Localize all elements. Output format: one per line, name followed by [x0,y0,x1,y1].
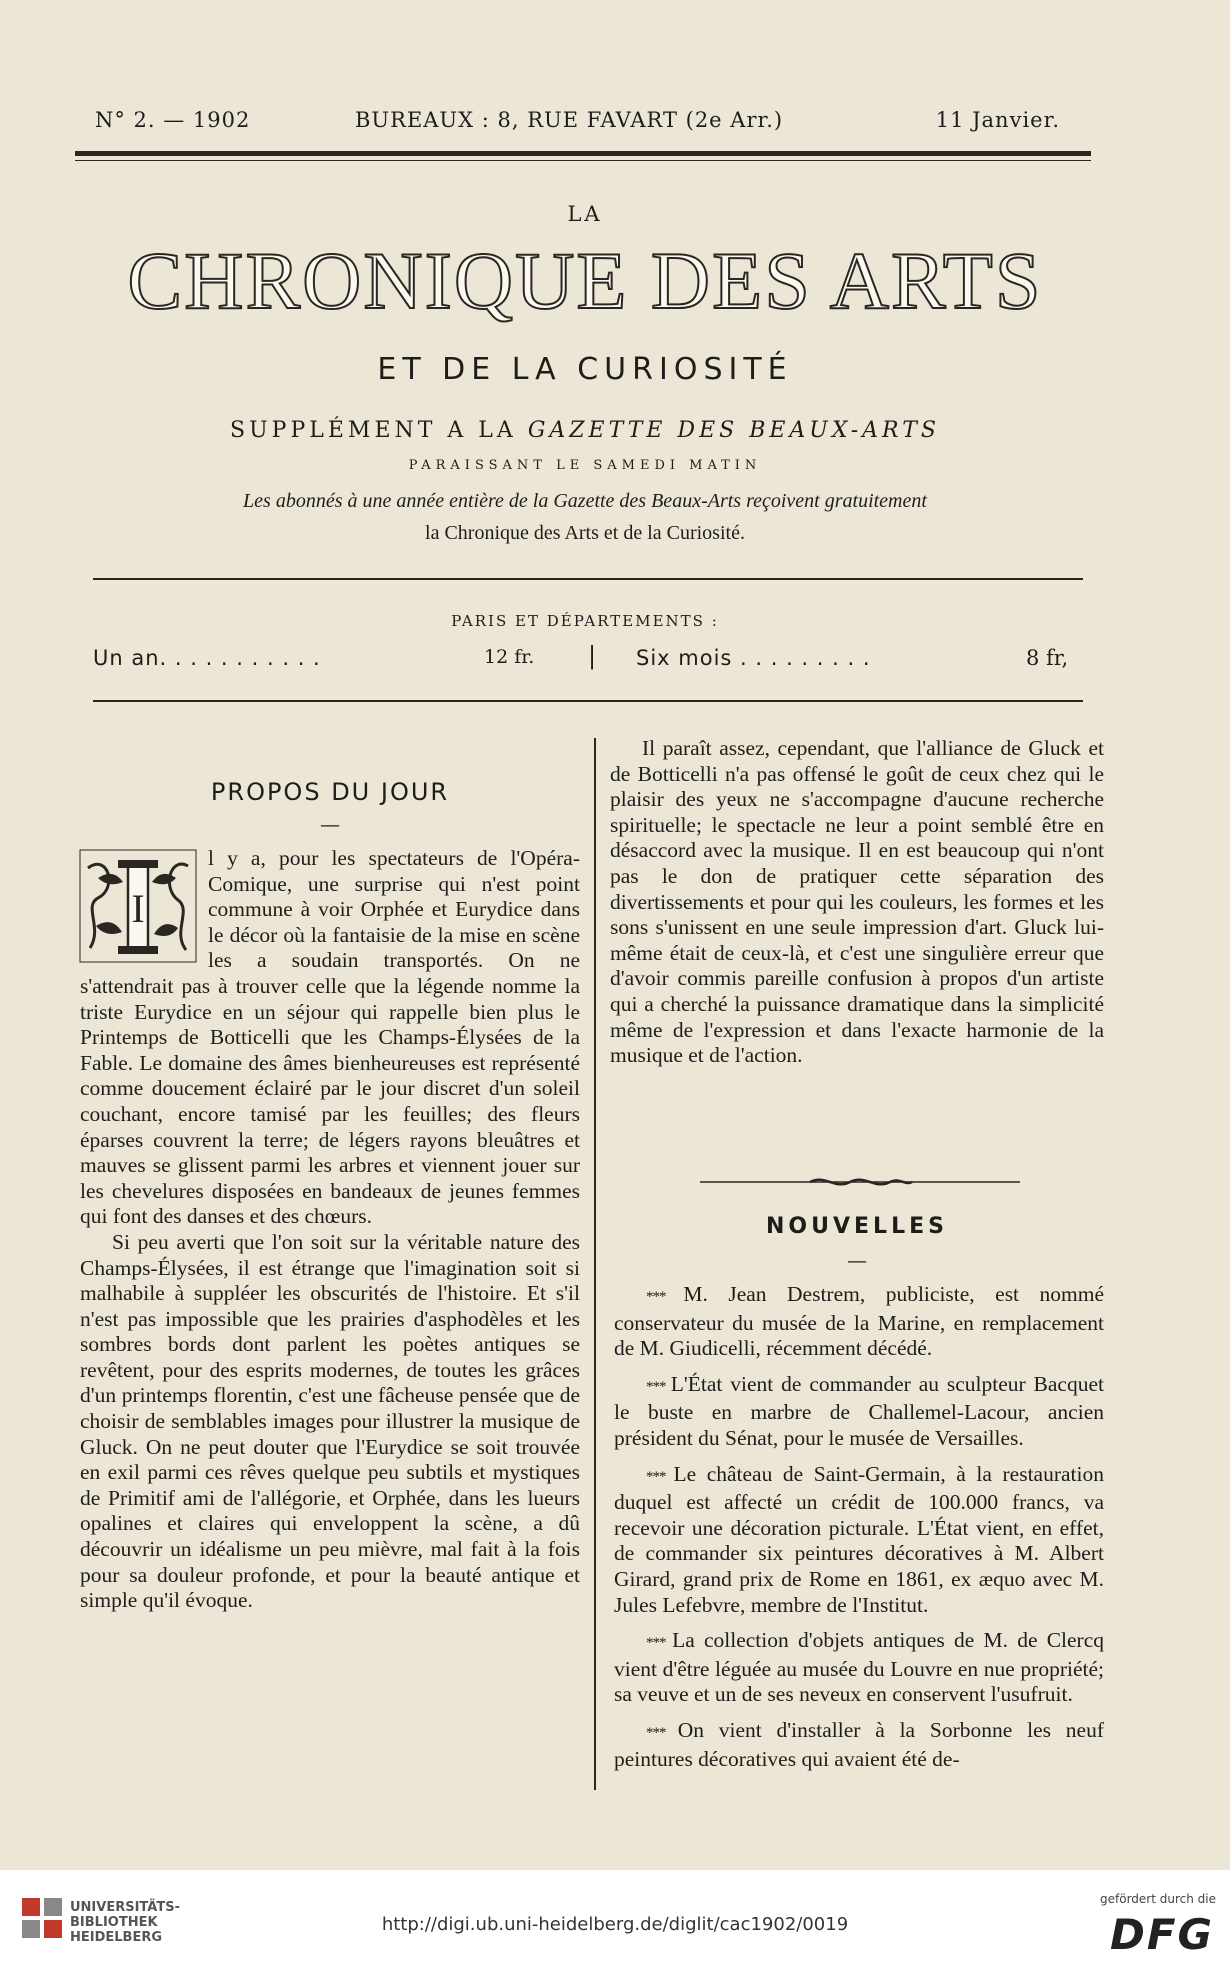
propos-paragraph-2: Si peu averti que l'on soit sur la véritable nature des Champs-Élysées, il est étrange que l'imagination soit si malhabile à suppléer les obscurités de l'histoire. Et s'il n'est pas impossible que les prairies d'asphodèles et les sombres bords dont parlent les poètes antiques se revêtent, pour des esprits modernes, de toutes les grâces d'un printemps florentin, c'est une fâcheuse pensée que de choisir de semblables images pour illustrer la musique de Gluck. On ne peut douter que l'Eurydice se soit trouvée en exil parmi ces rêves quelque peu subtils et mystiques de Primitif ami de l'allégorie, et Orphée, dans les lueurs opalines et claires qui enveloppent la scène, a dû découvrir un idéalisme un peu mièvre, mal fait à la fois pour sa douleur profonde, et pour la beauté antique et simple qu'il évoque. [80,1229,580,1613]
ornamental-dropcap-icon [78,848,198,964]
masthead-title: CHRONIQUE DES ARTS [127,235,1043,326]
issue-date: 11 Janvier. [935,108,1060,132]
funded-by-label: gefördert durch die [1100,1892,1216,1906]
library-name: UNIVERSITÄTS- BIBLIOTHEK HEIDELBERG [70,1900,180,1945]
header-rule-thin [75,160,1091,161]
asterism: *** [646,1378,671,1395]
parution-line: PARAISSANT LE SAMEDI MATIN [408,458,762,473]
subscription-heading: PARIS ET DÉPARTEMENTS : [451,612,719,630]
price-six-label: Six mois . . . . . . . . . [636,646,871,670]
supplement-gazette: GAZETTE DES BEAUX-ARTS [527,418,940,443]
propos-paragraph-1: l y a, pour les spectateurs de l'Opéra-Comique, une surprise qui n'est point commune à voir Orphée et Eurydice dans le décor où la fantaisie de la mise en scène les a soudain transportés. On ne s'attendrait pas à trouver celle que la légende nomme la triste Eurydice en un séjour qui rappelle bien plus le Printemps de Botticelli que les Champs-Élysées de la Fable. Le domaine des âmes bienheureuses est représenté comme doucement éclairé par le jour discret d'un soleil couchant, encore tamisé par les feuilles; des fleurs éparses couvrent la terre; de légers rayons bleuâtres et mauves se glissent parmi les arbres et viennent jouer sur les chevelures disposées en bandeaux de jeunes femmes qui font des danses et des chœurs. [80,846,580,1229]
right-column [610,736,1104,1069]
dropcap-letter: I [131,886,145,931]
propos-dash: — [320,812,340,836]
supplement-prefix: SUPPLÉMENT A LA [230,418,517,443]
news-item: *** La collection d'objets antiques de M. de Clercq vient d'être léguée au musée du Louvre en nue propriété; sa veuve et un de ses neveux en conservent l'usufruit. [614,1628,1105,1707]
price-year-value: 12 fr. [484,646,535,668]
price-year-label: Un an. . . . . . . . . . . [93,646,321,670]
asterism: *** [646,1289,684,1305]
ornament-divider-icon [700,1172,1020,1192]
asterism: *** [646,1468,674,1485]
digitization-footer [0,1870,1230,1973]
supplement-line [0,418,1170,443]
column-divider [594,738,596,1790]
bureaux-address: BUREAUX : 8, RUE FAVART (2e Arr.) [355,108,784,132]
asterism: *** [646,1724,678,1741]
left-column [80,846,580,1614]
news-list [614,1282,1104,1782]
abonnes-line-1: Les abonnés à une année entière de la Gazette des Beaux-Arts reçoivent gratuitement [243,490,927,512]
dfg-logo: DFG [1109,1910,1214,1959]
nouvelles-heading: NOUVELLES [766,1214,948,1239]
asterism: *** [646,1635,673,1652]
news-item: *** Le château de Saint-Germain, à la restauration duquel est affecté un crédit de 100.000 francs, va recevoir une décoration picturale. L'État vient, en effet, de commander six peintures décoratives à M. Albert Girard, grand prix de Rome en 1861, ex æquo avec M. Jules Lefebvre, membre de l'Institut. [614,1461,1105,1617]
abonnes-line-2: la Chronique des Arts et de la Curiosité. [425,522,745,544]
masthead-rule-1 [93,578,1083,580]
masthead-la: LA [567,202,603,226]
propos-paragraph-3: Il paraît assez, cependant, que l'alliance de Gluck et de Botticelli n'a pas offensé le goût de ceux chez qui le plaisir des yeux ne s'accompagne d'aucune recherche spirituelle; le spectacle ne leur a point semblé être en désaccord avec la musique. Il en est beaucoup qui n'ont pas le don de pratiquer cette séparation des divertissements et pour qui les couleurs, les formes et les sons s'unissent en une seule impression d'art. Gluck lui-même était de ceux-là, et c'est une singulière erreur que d'avoir commis pareille confusion à propos d'un artiste qui a cherché la puissance dramatique dans la simplicité même de l'expression et dans l'exacte harmonie de la musique et de l'action. [610,736,1104,1068]
propos-heading: PROPOS DU JOUR [210,778,450,806]
price-six-value: 8 fr, [1026,646,1069,670]
news-item: *** L'État vient de commander au sculpteur Bacquet le buste en marbre de Challemel-Lacour, ancien président du Sénat, pour le musée de Versailles. [614,1371,1104,1450]
nouvelles-dash: — [847,1248,867,1272]
masthead-subtitle: ET DE LA CURIOSITÉ [377,352,793,387]
header-rule-thick [75,151,1091,156]
source-url-link[interactable]: http://digi.ub.uni-heidelberg.de/diglit/cac1902/0019 [381,1914,849,1935]
issue-number: N° 2. — 1902 [95,108,251,132]
price-separator: | [588,642,597,670]
news-item: *** M. Jean Destrem, publiciste, est nommé conservateur du musée de la Marine, en remplacement de M. Giudicelli, récemment décédé. [614,1282,1105,1361]
news-item: *** On vient d'installer à la Sorbonne les neuf peintures décoratives qui avaient été de- [614,1717,1105,1771]
masthead-rule-2 [93,700,1083,702]
